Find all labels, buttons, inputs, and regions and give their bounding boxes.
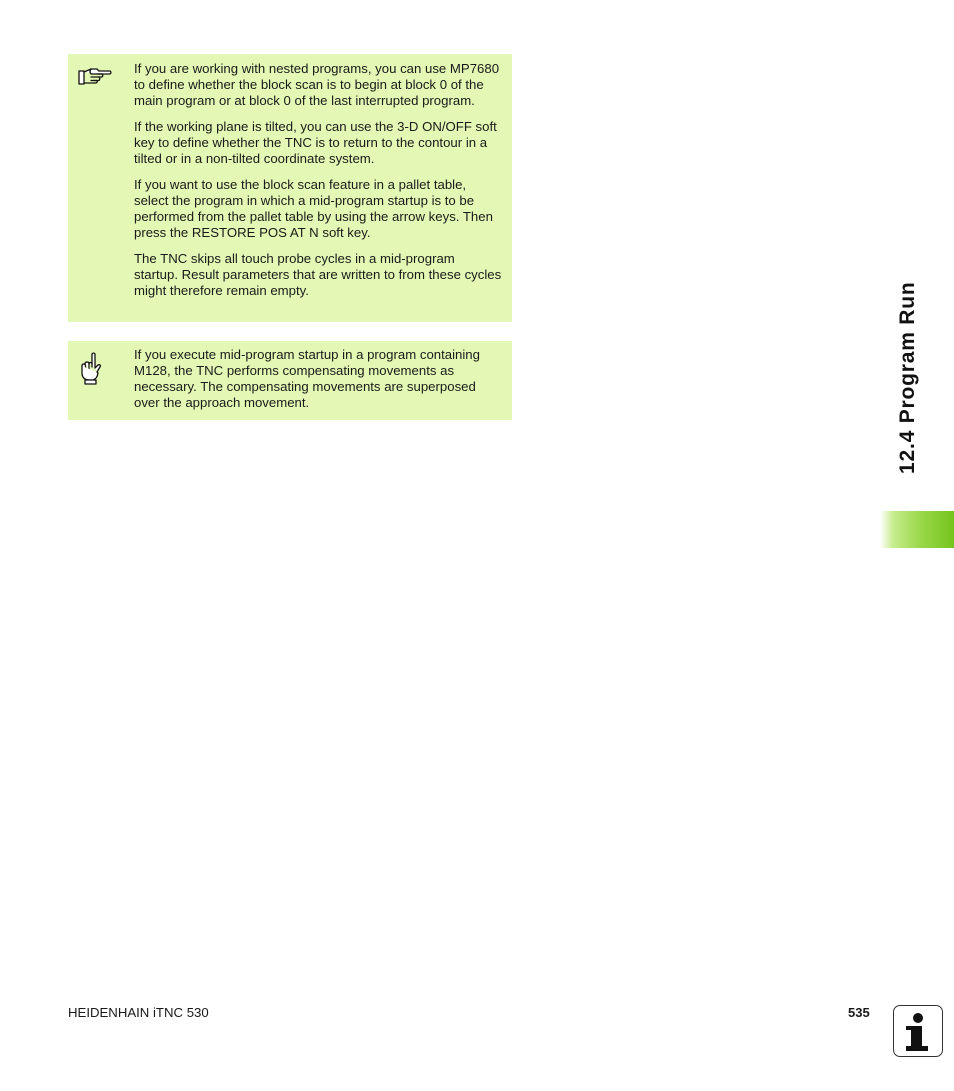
info-paragraph-nested-programs: If you are working with nested programs, you can use MP7680 to define whether the block scan is to begin at block 0 of the main program or at block 0 of the last interrupted program. [134,61,500,108]
info-icon [893,1005,943,1057]
warning-paragraph-m128: If you execute mid-program startup in a program containing M128, the TNC performs compensating movements as necessary. The compensating movements are superposed over the approach movement. [134,347,480,410]
info-icon-stem [911,1026,922,1048]
chapter-heading-text: 12.4 Program Run [896,281,919,474]
info-paragraph-touch-probe: The TNC skips all touch probe cycles in a mid-program startup. Result parameters that are written to from these cycles might therefore remain empty. [134,251,502,298]
warning-note-text [134,347,502,411]
footer-product-name: HEIDENHAIN iTNC 530 [68,1005,209,1020]
info-paragraph-pallet-table: If you want to use the block scan feature in a pallet table, select the program in which a mid-program startup is to be performed from the pallet table by using the arrow keys. Then press the RESTORE POS AT N soft key. [134,177,493,240]
warning-note-box [68,341,512,420]
info-paragraph-tilted-plane: If the working plane is tilted, you can use the 3-D ON/OFF soft key to define whether the TNC is to return to the contour in a tilted or in a non-tilted coordinate system. [134,119,497,166]
chapter-tab-marker [880,511,954,548]
info-note-box [68,54,512,322]
info-note-text [134,61,502,299]
pointing-hand-icon [77,62,113,98]
page-number: 535 [848,1005,870,1020]
chapter-heading [894,42,922,474]
info-icon-dot [913,1013,923,1023]
raised-finger-hand-icon [77,350,113,386]
info-icon-serif-bottom [906,1046,928,1051]
